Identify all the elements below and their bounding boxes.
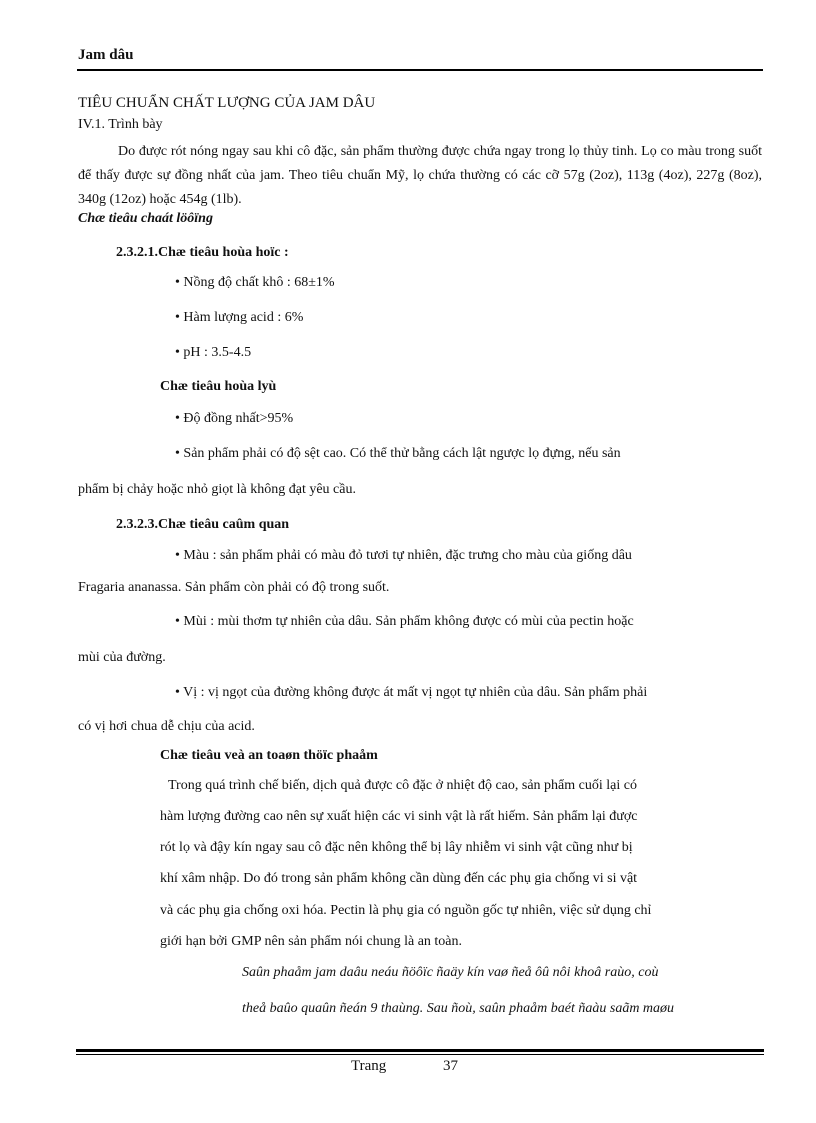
safety-line: khí xâm nhập. Do đó trong sản phẩm không cần dùng đến các phụ gia chống vi si vật xyxy=(160,871,638,886)
sensory-color-cont: Fragaria ananassa. Sản phẩm còn phải có độ trong suốt. xyxy=(78,580,390,595)
phys-item-consistency-cont: phẩm bị chảy hoặc nhỏ giọt là không đạt yêu cầu. xyxy=(78,482,356,497)
chem-heading: 2.3.2.1.Chæ tieâu hoùa hoïc : xyxy=(116,245,289,260)
page-number: 37 xyxy=(443,1058,458,1074)
safety-heading: Chæ tieâu veà an toaøn thöïc phaåm xyxy=(160,748,378,763)
sensory-heading: 2.3.2.3.Chæ tieâu caûm quan xyxy=(116,517,290,532)
safety-line: rót lọ và đậy kín ngay sau cô đặc nên không thể bị lây nhiễm vi sinh vật cũng như bị xyxy=(160,840,633,855)
sensory-smell-cont: mùi của đường. xyxy=(78,650,166,665)
sensory-smell: • Mùi : mùi thơm tự nhiên của dâu. Sản phẩm không được có mùi của pectin hoặc xyxy=(175,614,634,629)
safety-line: hàm lượng đường cao nên sự xuất hiện các vi sinh vật là rất hiếm. Sản phẩm lại được xyxy=(160,809,638,824)
sensory-taste-cont: có vị hơi chua dễ chịu của acid. xyxy=(78,719,255,734)
sensory-taste: • Vị : vị ngọt của đường không được át mất vị ngọt tự nhiên của dâu. Sản phẩm phải xyxy=(175,685,648,700)
phys-item-consistency: • Sản phẩm phải có độ sệt cao. Có thể thử bằng cách lật ngược lọ đựng, nếu sản xyxy=(175,446,621,461)
footer-rule-thick xyxy=(76,1049,764,1052)
storage-line: Saûn phaåm jam daâu neáu ñöôïc ñaäy kín vaø ñeå ôû nôi khoâ raùo, coù xyxy=(242,965,659,980)
page-header-title: Jam dâu xyxy=(78,47,134,63)
quality-heading: Chæ tieâu chaát löôïng xyxy=(78,211,213,226)
section-heading: IV.1. Trình bày xyxy=(78,117,163,132)
page-label: Trang xyxy=(351,1058,387,1074)
storage-line: theå baûo quaûn ñeán 9 thaùng. Sau ñoù, saûn phaåm baét ñaàu saãm maøu xyxy=(242,1001,675,1016)
chem-item-acid: • Hàm lượng acid : 6% xyxy=(175,310,304,325)
chem-item-ph: • pH : 3.5-4.5 xyxy=(175,345,252,360)
sensory-color: • Màu : sản phẩm phải có màu đỏ tươi tự nhiên, đặc trưng cho màu của giống dâu xyxy=(175,548,632,563)
footer-rule-thin xyxy=(76,1054,764,1055)
safety-line: và các phụ gia chống oxi hóa. Pectin là phụ gia có nguồn gốc tự nhiên, việc sử dụng chỉ xyxy=(160,903,652,918)
intro-paragraph: Do được rót nóng ngay sau khi cô đặc, sản phẩm thường được chứa ngay trong lọ thủy tinh. Lọ co màu trong suốt để thấy được sự đồng nhất của jam. Theo tiêu chuẩn Mỹ, lọ chứa thường có các cỡ 57g (2oz), 113g (4oz), 227g (8oz), 340g (12oz) hoặc 454g (1lb). xyxy=(78,144,762,207)
chem-item-dry-matter: • Nồng độ chất khô : 68±1% xyxy=(175,275,335,290)
safety-line: giới hạn bởi GMP nên sản phẩm nói chung là an toàn. xyxy=(160,934,463,949)
header-rule xyxy=(77,69,763,71)
document-title: TIÊU CHUẨN CHẤT LƯỢNG CỦA JAM DÂU xyxy=(78,95,376,111)
phys-heading: Chæ tieâu hoùa lyù xyxy=(160,379,277,394)
safety-line: Trong quá trình chế biến, dịch quả được cô đặc ở nhiệt độ cao, sản phẩm cuối lại có xyxy=(168,778,637,793)
phys-item-homogeneity: • Độ đồng nhất>95% xyxy=(175,411,294,426)
